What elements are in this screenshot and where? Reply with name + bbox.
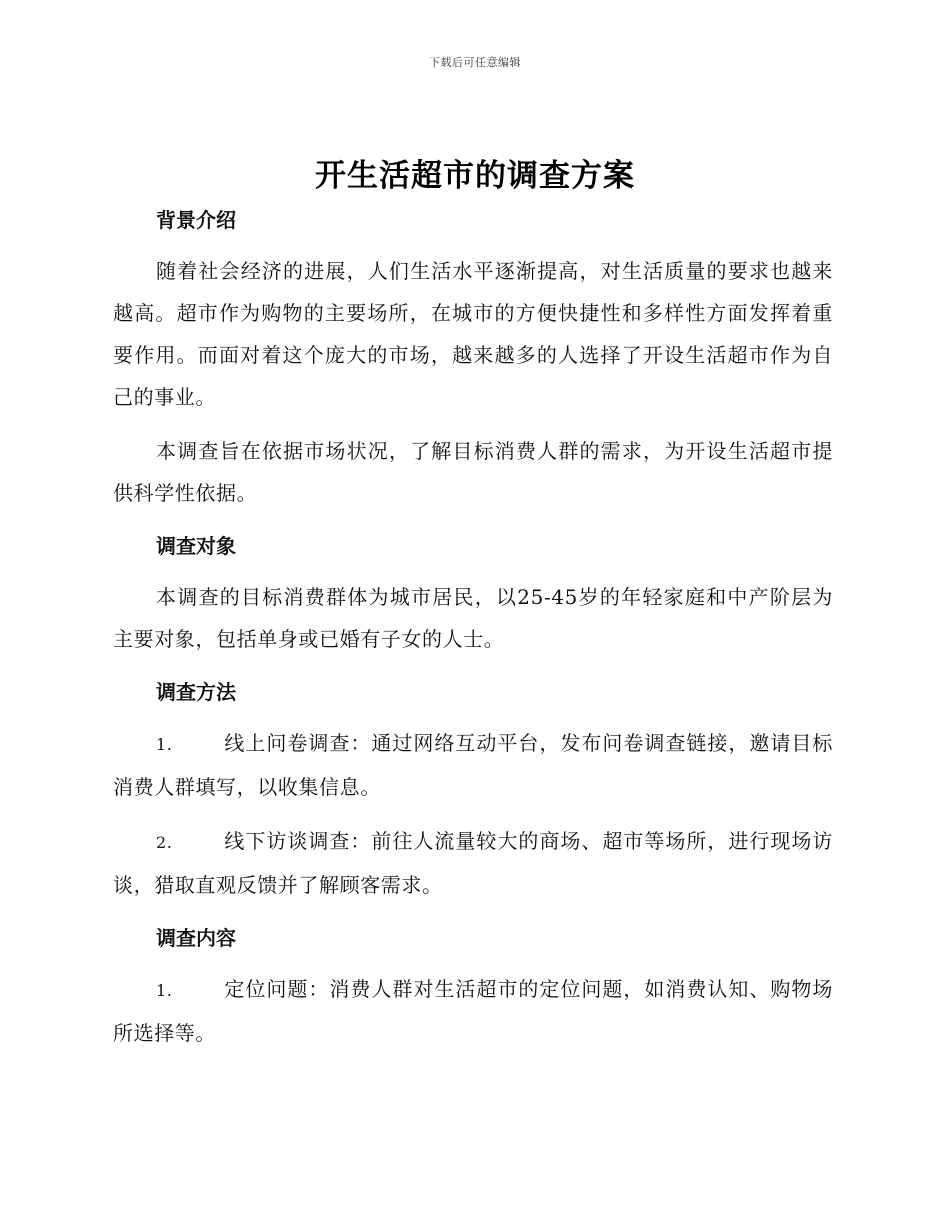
document-body bbox=[113, 202, 833, 1054]
content-list-item bbox=[113, 968, 833, 1054]
list-number: 2. bbox=[156, 833, 173, 852]
list-item-text: 定位问题：消费人群对生活超市的定位问题，如消费认知、购物场所选择等。 bbox=[113, 977, 833, 1045]
header-note: 下载后可任意编辑 bbox=[429, 56, 521, 69]
document-title: 开生活超市的调查方案 bbox=[315, 158, 635, 194]
section-heading-background: 背景介绍 bbox=[156, 208, 236, 232]
background-paragraph-2: 本调查旨在依据市场状况，了解目标消费人群的需求，为开设生活超市提供科学性依据。 bbox=[113, 439, 833, 505]
background-paragraph-1: 随着社会经济的进展，人们生活水平逐渐提高，对生活质量的要求也越来越高。超市作为购物的主要场所，在城市的方便快捷性和多样性方面发挥着重要作用。而面对着这个庞大的市场，越来越多的人选择了开设生活超市作为自己的事业。 bbox=[113, 259, 833, 409]
list-item-text: 线下访谈调查：前往人流量较大的商场、超市等场所，进行现场访谈，猎取直观反馈并了解顾客需求。 bbox=[113, 829, 833, 897]
target-paragraph-1: 本调查的目标消费群体为城市居民，以25-45岁的年轻家庭和中产阶层为主要对象，包括单身或已婚有子女的人士。 bbox=[113, 585, 833, 651]
list-number: 1. bbox=[156, 735, 173, 754]
section-heading-method: 调查方法 bbox=[156, 680, 236, 704]
section-heading-content: 调查内容 bbox=[156, 926, 236, 950]
section-heading-target: 调查对象 bbox=[156, 534, 236, 558]
method-list-item bbox=[113, 820, 833, 906]
list-number: 1. bbox=[156, 981, 173, 1000]
list-item-text: 线上问卷调查：通过网络互动平台，发布问卷调查链接，邀请目标消费人群填写，以收集信息。 bbox=[113, 731, 833, 799]
method-list-item bbox=[113, 722, 833, 808]
